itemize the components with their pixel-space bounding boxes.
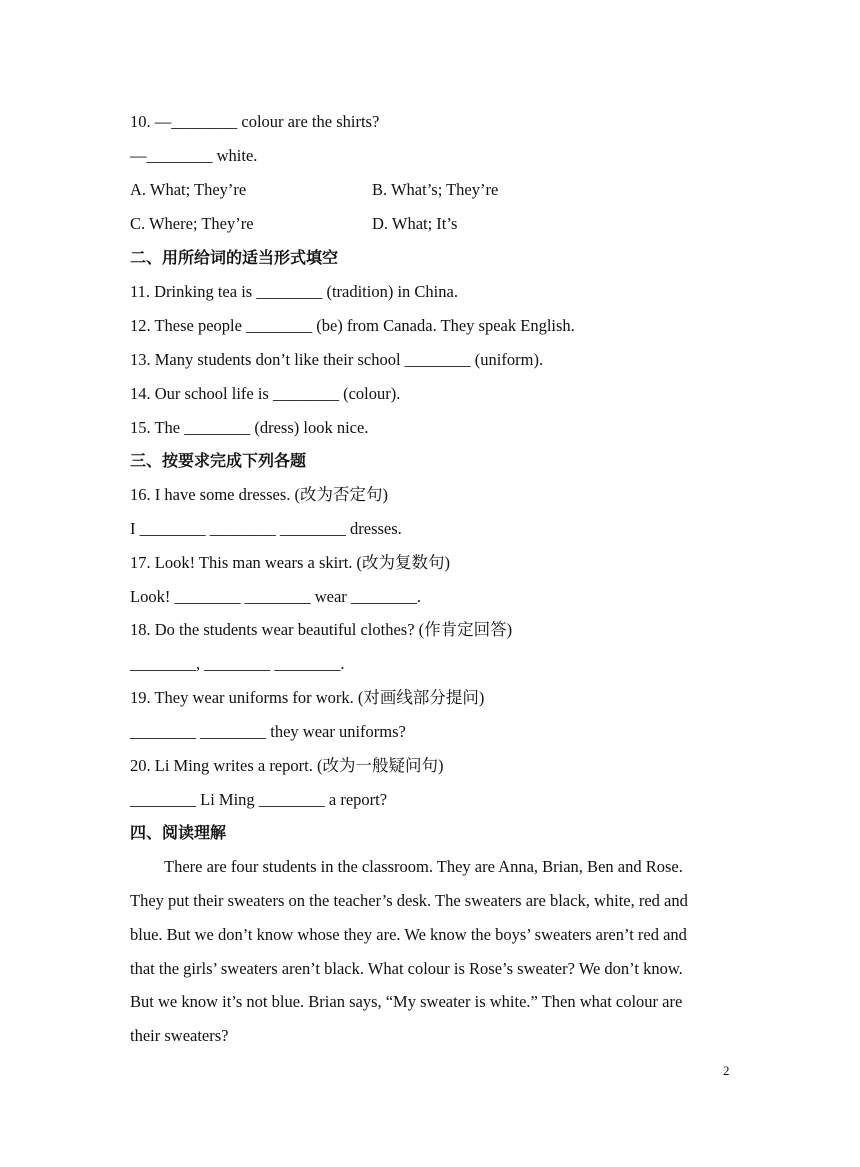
- page-number: 2: [723, 1063, 730, 1078]
- section4-heading: 四、阅读理解: [130, 823, 227, 842]
- q11: 11. Drinking tea is ________ (tradition) in China.: [130, 282, 458, 301]
- q14: 14. Our school life is ________ (colour).: [130, 384, 401, 403]
- q17-question: 17. Look! This man wears a skirt. (改为复数句): [130, 553, 451, 572]
- q19-question: 19. They wear uniforms for work. (对画线部分提问): [130, 688, 485, 707]
- q10-option-d: D. What; It’s: [372, 214, 458, 233]
- passage-line-2: They put their sweaters on the teacher’s desk. The sweaters are black, white, red and: [130, 891, 688, 910]
- passage-line-5: But we know it’s not blue. Brian says, “My sweater is white.” Then what colour are: [130, 992, 683, 1011]
- q16-answer: I ________ ________ ________ dresses.: [130, 519, 402, 538]
- passage-line-6: their sweaters?: [130, 1026, 229, 1045]
- q18-answer: ________, ________ ________.: [130, 654, 345, 673]
- q15: 15. The ________ (dress) look nice.: [130, 418, 369, 437]
- q10-reply: —________ white.: [130, 146, 258, 165]
- q20-answer: ________ Li Ming ________ a report?: [130, 790, 388, 809]
- q12: 12. These people ________ (be) from Canada. They speak English.: [130, 316, 575, 335]
- q18-question: 18. Do the students wear beautiful clothes? (作肯定回答): [130, 620, 513, 639]
- q17-answer: Look! ________ ________ wear ________.: [130, 587, 422, 606]
- q19-answer: ________ ________ they wear uniforms?: [130, 722, 406, 741]
- passage-line-4: that the girls’ sweaters aren’t black. What colour is Rose’s sweater? We don’t know.: [130, 959, 683, 978]
- q20-question: 20. Li Ming writes a report. (改为一般疑问句): [130, 756, 444, 775]
- passage-line-3: blue. But we don’t know whose they are. We know the boys’ sweaters aren’t red and: [130, 925, 687, 944]
- section3-heading: 三、按要求完成下列各题: [130, 451, 307, 470]
- q10-stem: 10. —________ colour are the shirts?: [130, 112, 380, 131]
- section2-heading: 二、用所给词的适当形式填空: [130, 248, 339, 267]
- q10-option-b: B. What’s; They’re: [372, 180, 499, 199]
- q10-option-a: A. What; They’re: [130, 180, 247, 199]
- passage-line-1: There are four students in the classroom. They are Anna, Brian, Ben and Rose.: [164, 857, 683, 876]
- q10-option-c: C. Where; They’re: [130, 214, 254, 233]
- q16-question: 16. I have some dresses. (改为否定句): [130, 485, 388, 504]
- q13: 13. Many students don’t like their school ________ (uniform).: [130, 350, 544, 369]
